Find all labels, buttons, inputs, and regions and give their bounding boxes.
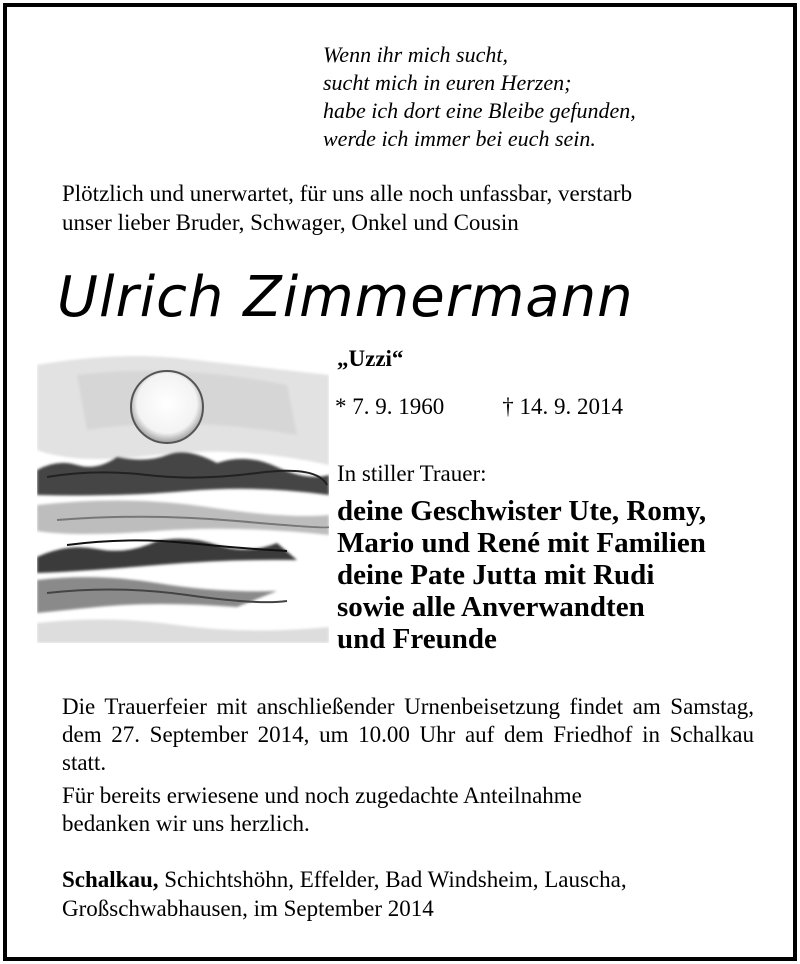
mourner-line: und Freunde (337, 623, 497, 655)
intro-text (62, 179, 762, 237)
thanks-line: bedanken wir uns herzlich. (62, 811, 310, 836)
death-date: † 14. 9. 2014 (502, 394, 623, 419)
moon-landscape-drawing-icon (37, 345, 329, 643)
poem-line: sucht mich in euren Herzen; (323, 70, 572, 95)
intro-line: Plötzlich und unerwartet, für uns alle noch unfassbar, verstarb (62, 181, 633, 206)
life-dates (335, 392, 623, 422)
poem-line: werde ich immer bei euch sein. (323, 126, 596, 151)
places-line: Großschwabhausen, im September 2014 (62, 896, 434, 921)
mourners-list (337, 495, 706, 655)
mourner-line: sowie alle Anverwandten (337, 591, 645, 623)
birth-date: * 7. 9. 1960 (335, 394, 445, 419)
places-rest: Schichtshöhn, Effelder, Bad Windsheim, Lauscha, (158, 867, 627, 892)
poem (323, 41, 763, 153)
mourner-line: Mario und René mit Familien (337, 527, 706, 559)
poem-line: Wenn ihr mich sucht, (323, 42, 508, 67)
places-line (62, 865, 762, 894)
nickname: „Uzzi“ (337, 346, 404, 371)
places-lead: Schalkau, (62, 867, 159, 892)
obituary-frame (3, 3, 797, 961)
mourning-label: In stiller Trauer: (337, 461, 487, 486)
mourner-line: deine Pate Jutta mit Rudi (337, 559, 655, 591)
places-signature (62, 865, 762, 923)
mourner-line: deine Geschwister Ute, Romy, (337, 495, 707, 527)
poem-line: habe ich dort eine Bleibe gefunden, (323, 98, 636, 123)
thanks-line: Für bereits erwiesene und noch zugedachte Anteilnahme (62, 783, 582, 808)
thanks-note (62, 782, 754, 838)
deceased-name: Ulrich Zimmermann (57, 265, 634, 330)
ceremony-notice: Die Trauerfeier mit anschließender Urnenbeisetzung findet am Samstag, dem 27. September 2014, um 10.00 Uhr auf dem Friedhof in Schalkau statt. (62, 694, 754, 775)
intro-line: unser lieber Bruder, Schwager, Onkel und Cousin (62, 210, 519, 235)
